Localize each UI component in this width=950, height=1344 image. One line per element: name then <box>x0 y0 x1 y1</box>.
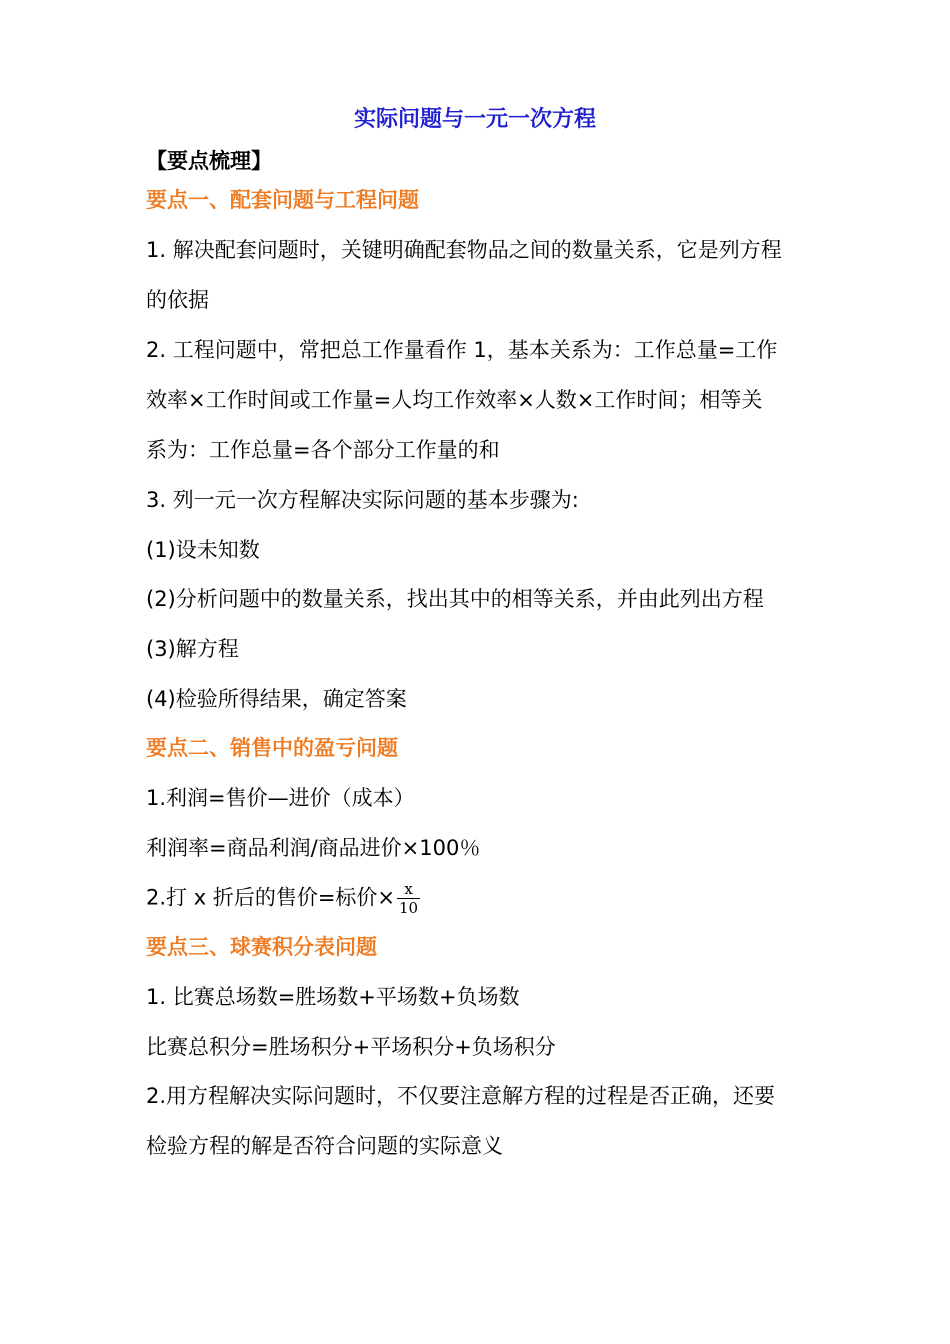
fraction <box>397 880 420 917</box>
step-1: (1)设未知数 <box>146 538 260 562</box>
discount-formula-text: 2.打 x 折后的售价=标价× <box>146 885 396 910</box>
paragraph-3: 3. 列一元一次方程解决实际问题的基本步骤为: <box>146 488 579 512</box>
note-line-1: 2.用方程解决实际问题时，不仅要注意解方程的过程是否正确，还要 <box>146 1084 776 1108</box>
heading-2: 要点二、销售中的盈亏问题 <box>146 736 398 760</box>
paragraph-2-line-2: 效率×工作时间或工作量=人均工作效率×人数×工作时间；相等关 <box>146 388 763 412</box>
fraction-denominator: 10 <box>399 899 419 917</box>
paragraph-2-line-1: 2. 工程问题中，常把总工作量看作 1，基本关系为：工作总量=工作 <box>146 338 778 362</box>
note-line-2: 检验方程的解是否符合问题的实际意义 <box>146 1134 503 1158</box>
profit-formula: 1.利润=售价—进价（成本） <box>146 786 415 810</box>
paragraph-2-line-3: 系为：工作总量=各个部分工作量的和 <box>146 438 500 462</box>
heading-1: 要点一、配套问题与工程问题 <box>146 188 419 212</box>
document-title: 实际问题与一元一次方程 <box>353 107 596 132</box>
step-2: (2)分析问题中的数量关系，找出其中的相等关系，并由此列出方程 <box>146 587 764 611</box>
section-label: 【要点梳理】 <box>146 149 272 173</box>
paragraph-1-line-1: 1. 解决配套问题时，关键明确配套物品之间的数量关系，它是列方程 <box>146 238 782 262</box>
step-3: (3)解方程 <box>146 637 239 661</box>
step-4: (4)检验所得结果，确定答案 <box>146 687 407 711</box>
profit-rate-formula: 利润率=商品利润/商品进价×100％ <box>146 836 481 860</box>
paragraph-1-line-2: 的依据 <box>146 288 209 312</box>
games-formula: 1. 比赛总场数=胜场数+平场数+负场数 <box>146 985 520 1009</box>
points-formula: 比赛总积分=胜场积分+平场积分+负场积分 <box>146 1035 556 1059</box>
discount-formula <box>146 880 420 917</box>
heading-3: 要点三、球赛积分表问题 <box>146 935 377 959</box>
fraction-numerator: x <box>397 880 420 899</box>
